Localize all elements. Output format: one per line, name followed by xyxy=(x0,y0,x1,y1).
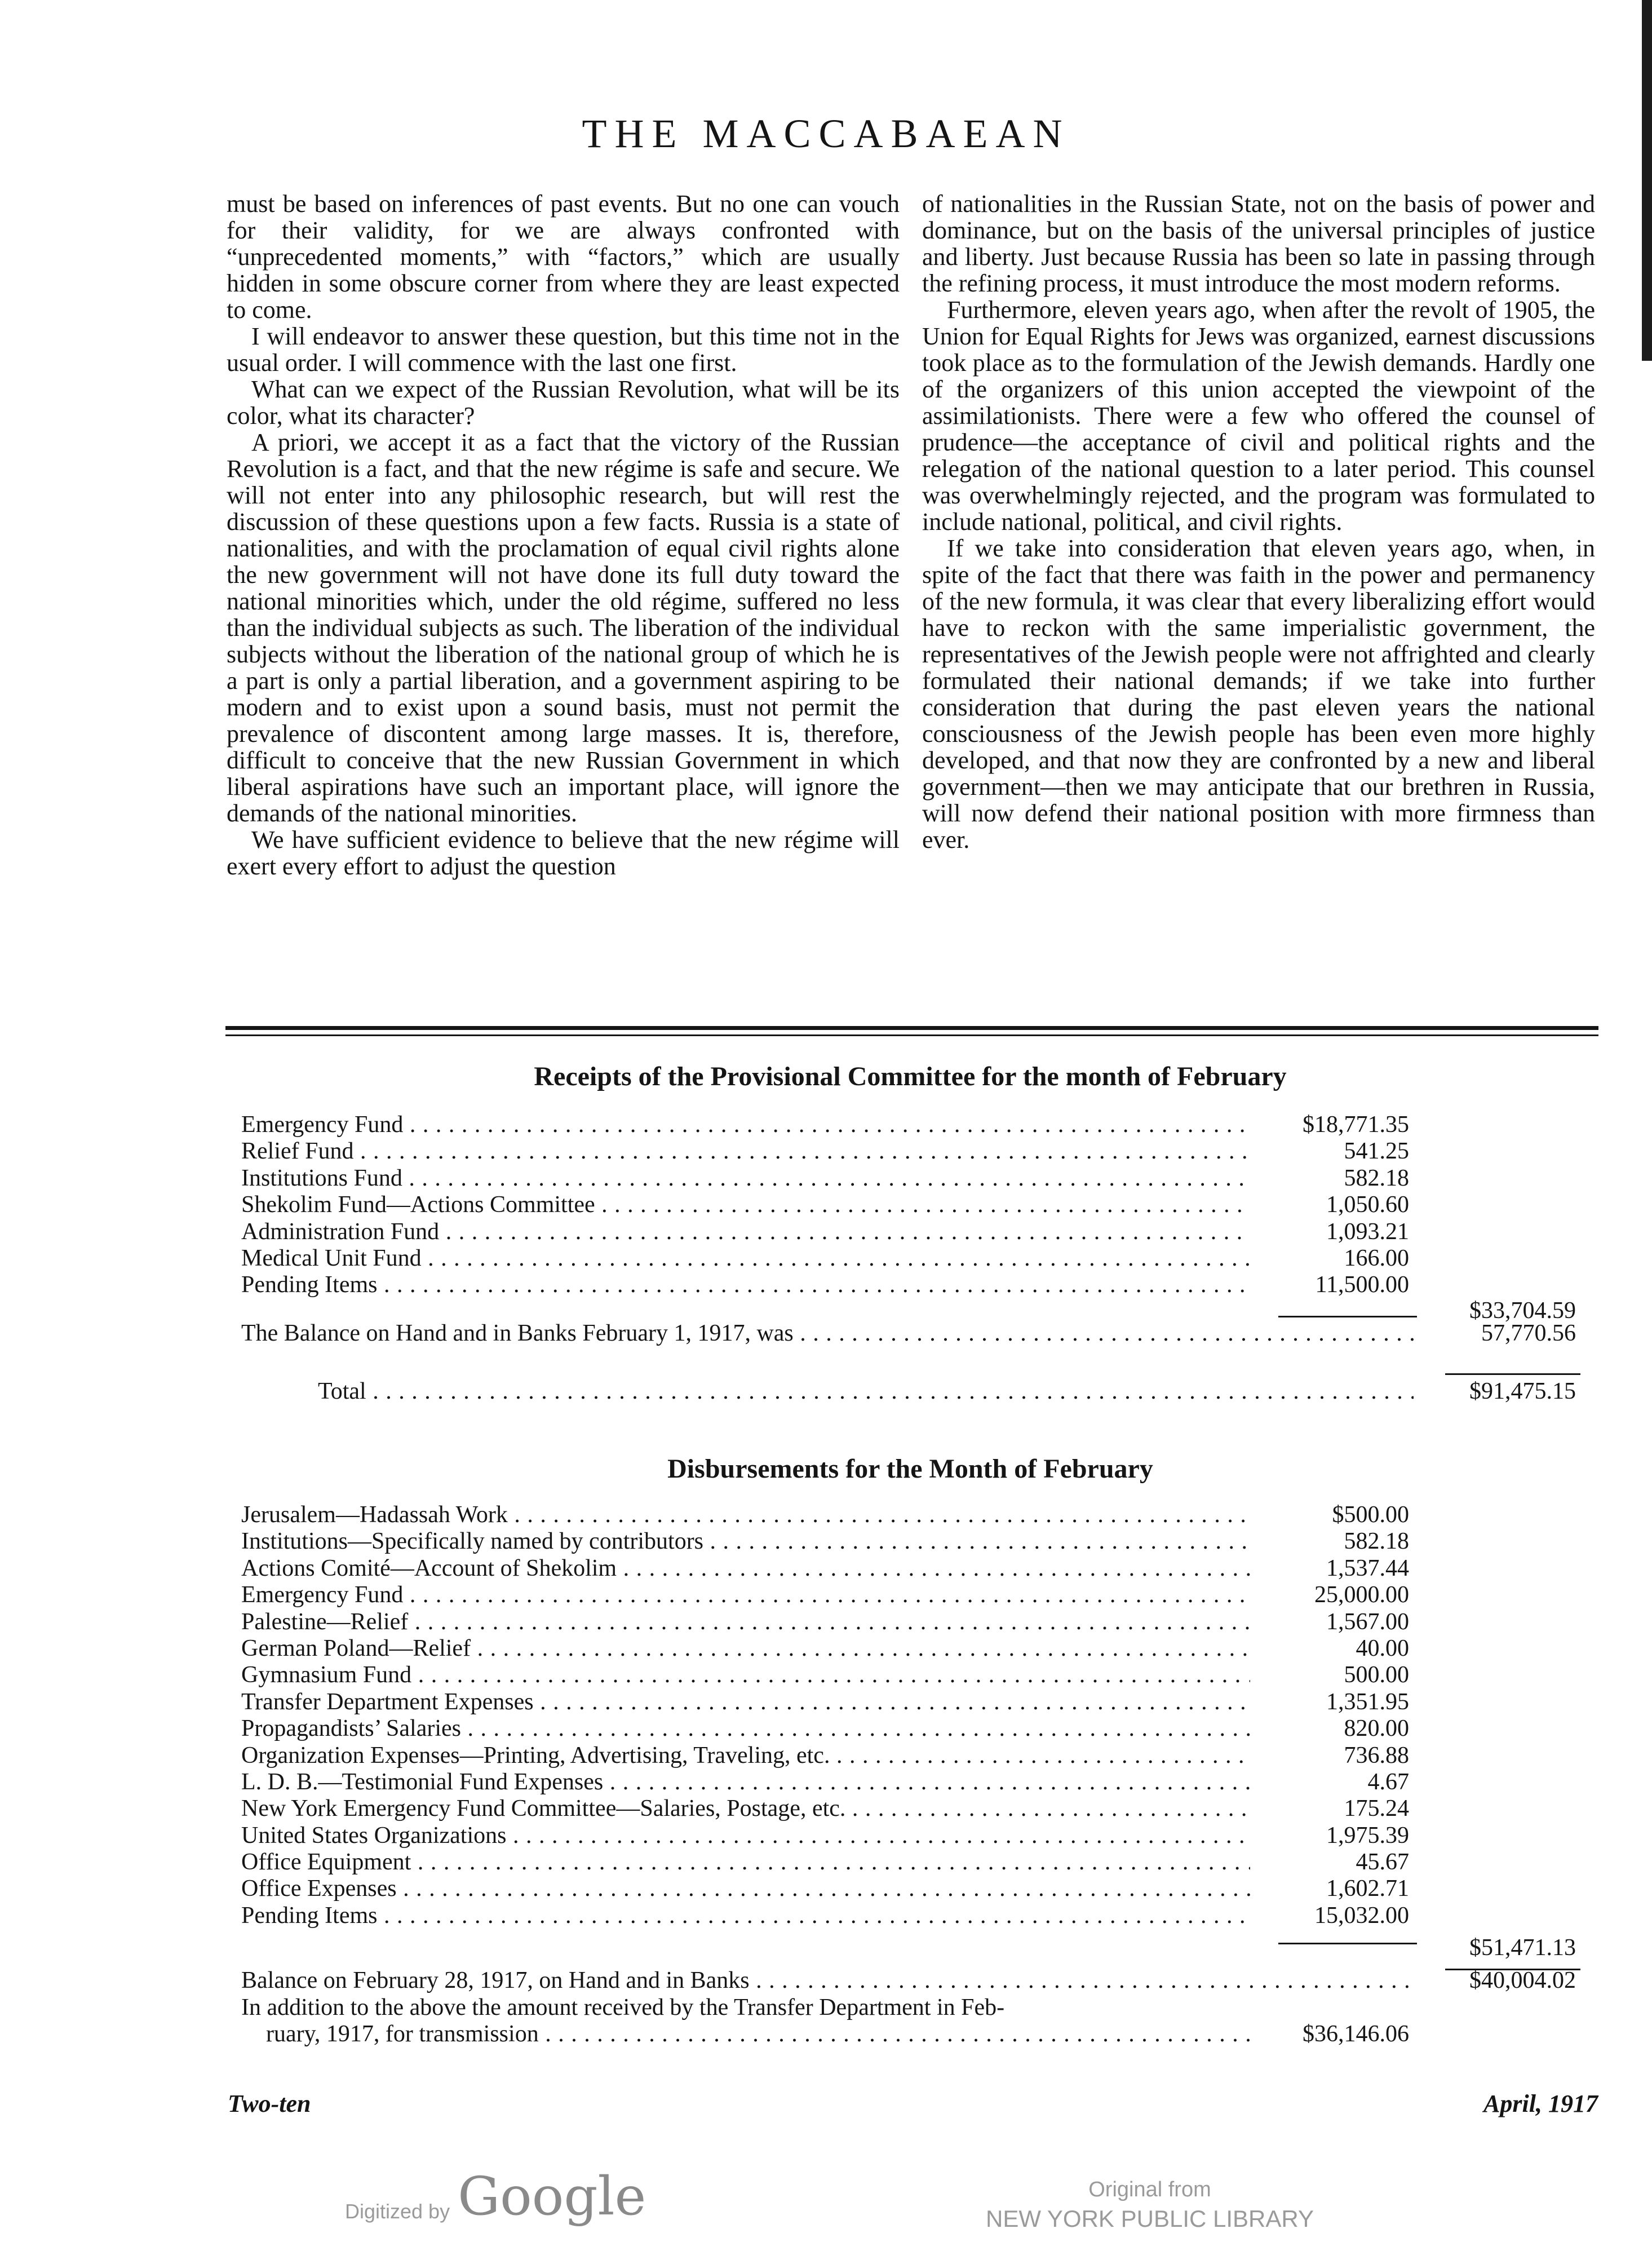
paragraph: of nationalities in the Russian State, not on the basis of power and dominance, but on the basis of the universal principles of justice and liberty. Just because Russia has been so late in passing through the refining process, it must introduce the most modern reforms. xyxy=(922,190,1595,297)
item-amount: 45.67 xyxy=(1356,1849,1409,1876)
ledger-row xyxy=(241,1609,1594,1635)
receipts-subtotal: $33,704.59 xyxy=(1469,1297,1576,1324)
item-label: Relief Fund . . . xyxy=(241,1138,1250,1165)
ledger-row xyxy=(241,1192,1594,1218)
item-label: Jerusalem—Hadassah Work . . . xyxy=(241,1502,1250,1528)
google-logo: Google xyxy=(458,2166,646,2227)
masthead: THE MACCABAEAN xyxy=(582,111,1070,156)
ledger-row xyxy=(241,1112,1594,1138)
disbursements-table xyxy=(241,1502,1594,2048)
item-label: Propagandists’ Salaries . . . xyxy=(241,1715,1250,1742)
item-label: United States Organizations . . . xyxy=(241,1823,1250,1849)
item-label: Pending Items . . . xyxy=(241,1903,1250,1929)
disbursements-subtotal: $51,471.13 xyxy=(1469,1935,1576,1961)
item-label: Actions Comité—Account of Shekolim . . . xyxy=(241,1555,1250,1582)
ledger-row xyxy=(241,1635,1594,1662)
paragraph: Furthermore, eleven years ago, when after the revolt of 1905, the Union for Equal Rights for Jews was organized, earnest discussions took place as to the formulation of the Jewish demands. Hardly one of the organizers of this union accepted the viewpoint of the assimilationists. There were a few who offered the counsel of prudence—the acceptance of civil and political rights and the relegation of the national question to a later period. This counsel was overwhelmingly rejected, and the program was formulated to include national, political, and civil rights. xyxy=(922,296,1595,536)
item-amount: 500.00 xyxy=(1344,1662,1409,1688)
item-amount: 11,500.00 xyxy=(1315,1272,1409,1298)
item-label: Transfer Department Expenses . . . xyxy=(241,1689,1250,1715)
ledger-row xyxy=(241,1662,1594,1688)
item-label: Gymnasium Fund . . . xyxy=(241,1662,1250,1688)
item-label: Emergency Fund . . . xyxy=(241,1112,1250,1138)
item-amount: 1,567.00 xyxy=(1326,1608,1409,1635)
balance-label: Balance on February 28, 1917, on Hand and in Banks . . . xyxy=(241,1967,1414,1994)
item-amount: 166.00 xyxy=(1344,1245,1409,1271)
item-amount: 1,537.44 xyxy=(1326,1555,1409,1581)
ledger-row xyxy=(241,1743,1594,1769)
item-amount: 175.24 xyxy=(1344,1796,1409,1822)
item-label: Administration Fund . . . xyxy=(241,1219,1250,1245)
balance-row xyxy=(241,1320,1594,1347)
total-row xyxy=(241,1378,1594,1405)
total-rule xyxy=(1445,1969,1580,1970)
addition-row xyxy=(241,2021,1594,2048)
item-amount: 25,000.00 xyxy=(1314,1582,1409,1608)
ledger-row xyxy=(241,1769,1594,1796)
article-left-column xyxy=(227,191,900,879)
item-amount: 40.00 xyxy=(1356,1635,1409,1661)
item-label: Institutions—Specifically named by contributors . . . xyxy=(241,1528,1250,1555)
item-label: L. D. B.—Testimonial Fund Expenses . . . xyxy=(241,1769,1250,1796)
paragraph: We have sufficient evidence to believe that the new régime will exert every effort to adjust the question xyxy=(227,826,900,880)
scan-edge xyxy=(1642,0,1652,361)
digitized-by-text: Digitized by xyxy=(345,2200,450,2223)
item-amount: 1,050.60 xyxy=(1326,1192,1409,1218)
ledger-row xyxy=(241,1903,1594,1929)
item-label: German Poland—Relief . . . xyxy=(241,1635,1250,1662)
paragraph: I will endeavor to answer these question, but this time not in the usual order. I will commence with the last one first. xyxy=(227,322,900,377)
item-label: Palestine—Relief . . . xyxy=(241,1609,1250,1635)
addition-row xyxy=(241,1995,1594,2021)
receipts-table xyxy=(241,1112,1594,1405)
balance-row xyxy=(241,1967,1594,1994)
item-amount: $18,771.35 xyxy=(1303,1112,1409,1138)
item-label: Shekolim Fund—Actions Committee . . . xyxy=(241,1192,1250,1218)
item-amount: 1,602.71 xyxy=(1326,1876,1409,1902)
section-divider xyxy=(225,1026,1598,1036)
item-label: Institutions Fund . . . xyxy=(241,1165,1250,1192)
item-amount: 1,093.21 xyxy=(1326,1218,1409,1245)
article-right-column xyxy=(922,191,1595,853)
ledger-row xyxy=(241,1849,1594,1876)
addition-label-line1: In addition to the above the amount received by the Transfer Department in Feb- xyxy=(241,1994,1005,2020)
item-amount: 820.00 xyxy=(1344,1715,1409,1742)
item-amount: 582.18 xyxy=(1344,1528,1409,1555)
disbursements-title: Disbursements for the Month of February xyxy=(667,1454,1153,1484)
ledger-row xyxy=(241,1689,1594,1715)
item-label: Office Expenses . . . xyxy=(241,1876,1250,1902)
item-amount: $500.00 xyxy=(1332,1502,1409,1528)
subtotal-rule xyxy=(1278,1943,1417,1944)
item-amount: 541.25 xyxy=(1344,1138,1409,1165)
paragraph: must be based on inferences of past events. But no one can vouch for their validity, for we are always confronted with “unprecedented moments,” with “factors,” which are usually hidden in some obscure corner from where they are least expected to come. xyxy=(227,190,900,324)
item-amount: 15,032.00 xyxy=(1314,1902,1409,1929)
ledger-row xyxy=(241,1219,1594,1245)
item-amount: 1,351.95 xyxy=(1326,1688,1409,1715)
item-amount: 582.18 xyxy=(1344,1165,1409,1191)
item-label: Medical Unit Fund . . . xyxy=(241,1245,1250,1272)
ledger-row xyxy=(241,1528,1594,1555)
ledger-row xyxy=(241,1272,1594,1298)
item-label: Emergency Fund . . . xyxy=(241,1582,1250,1608)
digitized-by-watermark xyxy=(345,2166,646,2227)
item-label: Pending Items . . . xyxy=(241,1272,1250,1298)
paragraph: A priori, we accept it as a fact that the victory of the Russian Revolution is a fact, and that the new régime is safe and secure. We will not enter into any philosophic research, but will rest the discussion of these questions upon a few facts. Russia is a state of nationalities, and with the proclamation of equal civil rights alone the new government will not have done its full duty toward the national minorities which, under the old régime, suffered no less than the individual subjects as such. The liberation of the individual subjects without the liberation of the national group of which he is a part is only a partial liberation, and a government aspiring to be modern and to exist upon a sound basis, must not permit the prevalence of discontent among large masses. It is, therefore, difficult to conceive that the new Russian Government in which liberal aspirations have such an important place, will ignore the demands of the national minorities. xyxy=(227,428,900,827)
receipts-title: Receipts of the Provisional Committee for the month of February xyxy=(534,1062,1287,1091)
paragraph: What can we expect of the Russian Revolution, what will be its color, what its character? xyxy=(227,375,900,430)
total-amount: $91,475.15 xyxy=(1469,1378,1576,1405)
subtotal-rule xyxy=(1278,1316,1417,1317)
item-label: Office Equipment . . . xyxy=(241,1849,1250,1876)
original-from-watermark xyxy=(981,2175,1319,2234)
item-amount: 4.67 xyxy=(1367,1768,1409,1795)
original-from-text: Original from xyxy=(1088,2178,1211,2201)
ledger-row xyxy=(241,1823,1594,1849)
item-amount: 1,975.39 xyxy=(1326,1822,1409,1849)
issue-date: April, 1917 xyxy=(1483,2090,1598,2117)
ledger-row xyxy=(241,1796,1594,1822)
ledger-row xyxy=(241,1715,1594,1742)
item-label: New York Emergency Fund Committee—Salaries, Postage, etc. . . . xyxy=(241,1796,1250,1822)
ledger-row xyxy=(241,1555,1594,1582)
spacer xyxy=(241,1347,1594,1378)
balance-amount: 57,770.56 xyxy=(1481,1320,1576,1346)
ledger-row xyxy=(241,1165,1594,1192)
balance-label: The Balance on Hand and in Banks February 1, 1917, was . . . xyxy=(241,1320,1414,1347)
page-number: Two-ten xyxy=(228,2090,311,2117)
ledger-row xyxy=(241,1502,1594,1528)
paragraph: If we take into consideration that eleven years ago, when, in spite of the fact that there was faith in the power and permanency of the new formula, it was clear that every liberalizing effort would have to reckon with the same imperialistic government, the representatives of the Jewish people were not affrighted and clearly formulated their national demands; if we take into further consideration that during the past eleven years the national consciousness of the Jewish people has been even more highly developed, and that now they are confronted by a new and liberal government—then we may anticipate that our brethren in Russia, will now defend their national position with more firmness than ever. xyxy=(922,534,1595,854)
addition-label-line2: ruary, 1917, for transmission . . . xyxy=(241,2021,1250,2048)
ledger-row xyxy=(241,1582,1594,1608)
subtotal-row xyxy=(241,1929,1594,1967)
item-amount: 736.88 xyxy=(1344,1742,1409,1768)
balance-amount: $40,004.02 xyxy=(1469,1967,1576,1994)
ledger-row xyxy=(241,1876,1594,1902)
total-label: Total . . . xyxy=(241,1378,1414,1405)
library-name: NEW YORK PUBLIC LIBRARY xyxy=(986,2205,1314,2232)
ledger-row xyxy=(241,1245,1594,1272)
item-label: Organization Expenses—Printing, Advertising, Traveling, etc. . . . xyxy=(241,1743,1250,1769)
total-rule xyxy=(1445,1373,1580,1375)
addition-amount: $36,146.06 xyxy=(1303,2021,1409,2048)
ledger-row xyxy=(241,1138,1594,1165)
